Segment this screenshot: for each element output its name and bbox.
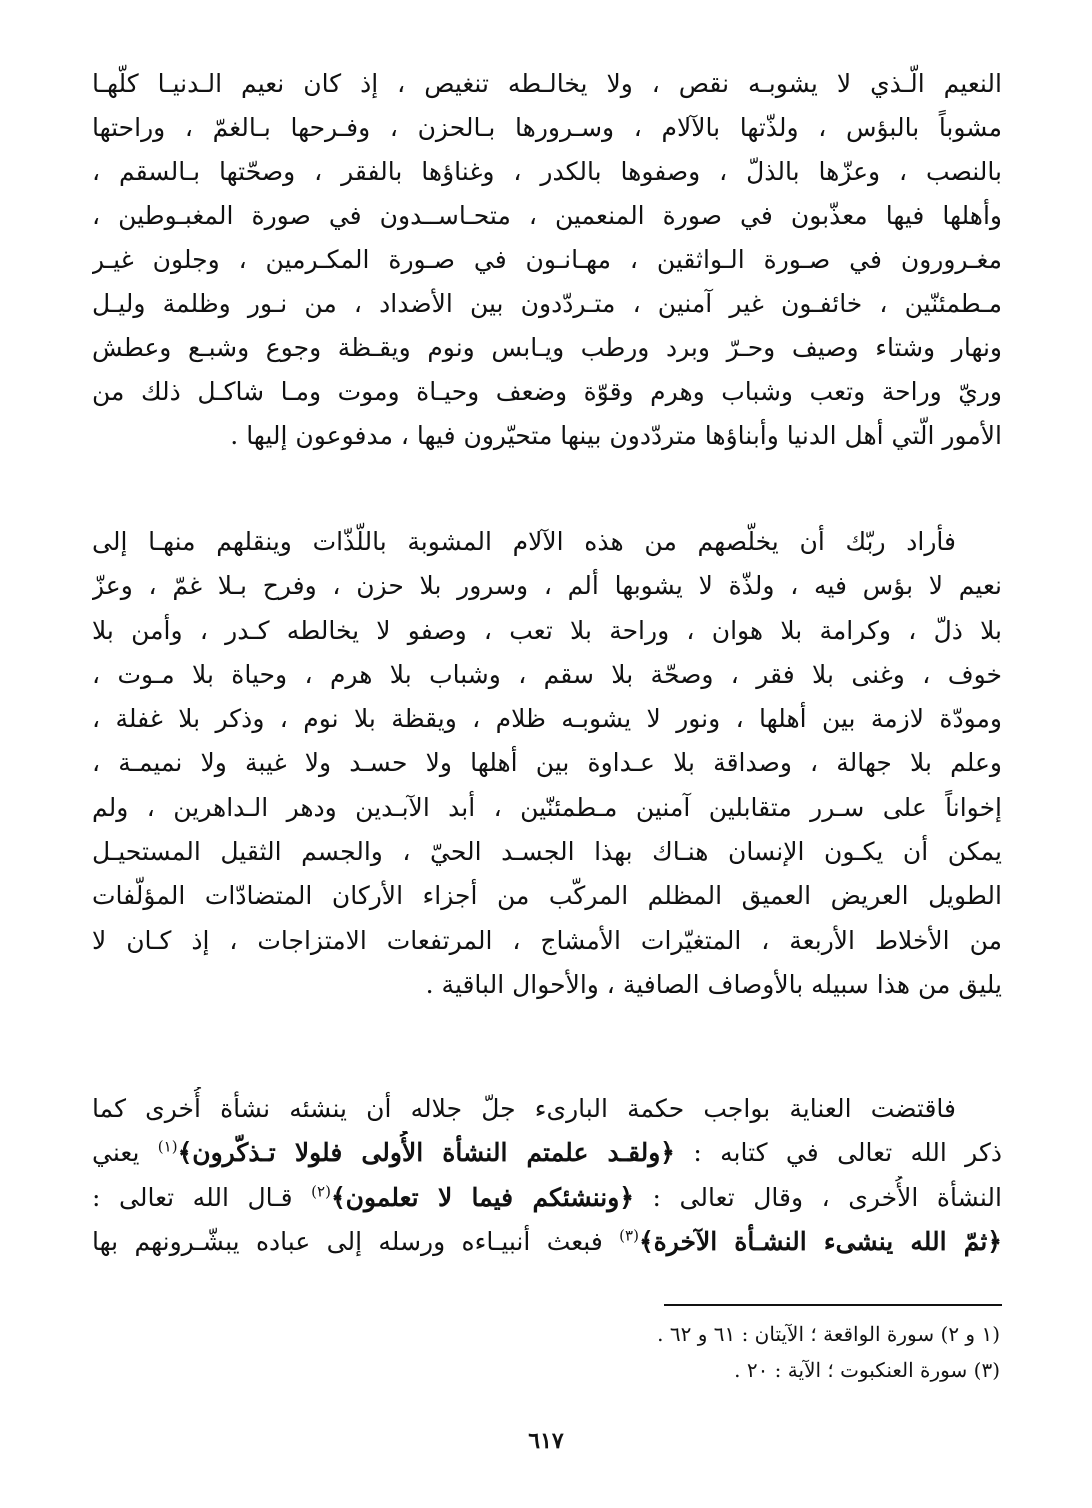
footnote-ref[interactable]: (٣): [619, 1226, 639, 1245]
text-segment: النشأة الأُخرى ، وقال تعالى :: [633, 1182, 1002, 1212]
footnote-item: (١ و ٢) سورة الواقعة ؛ الآيتان : ٦١ و ٦٢ .: [657, 1322, 1000, 1346]
footnote-item: (٣) سورة العنكبوت ؛ الآية : ٢٠ .: [734, 1358, 1000, 1382]
text-line: يمكن أن يكـون الإنسان هنـاك بهذا الجسـد الحيّ ، والجسم الثقيل المستحيـل: [92, 837, 1002, 867]
text-segment: فبعث أنبيـاءه ورسله إلى عباده يبشّـرونهم بها: [92, 1226, 620, 1256]
text-segment: قـال الله تعالى :: [92, 1182, 312, 1212]
text-line: الأمور الّتي أهل الدنيا وأبناؤها متردّدون بينها متحيّرون فيها ، مدفوعون إليها .: [230, 421, 1002, 450]
text-line: مغـرورون في صـورة الـواثقين ، مهـانـون في صـورة المكـرمين ، وجلون غيـر: [92, 245, 1002, 274]
page-number: ٦١٧: [528, 1428, 564, 1454]
text-line: بلا ذلّ ، وكرامة بلا هوان ، وراحة بلا تعب ، وصفو لا يخالطه كـدر ، وأمن بلا: [92, 615, 1002, 645]
text-line: فاقتضت العناية بواجب حكمة البارىء جلّ جلاله أن ينشئه نشأة أُخرى كما: [92, 1094, 956, 1123]
text-line: من الأخلاط الأربعة ، المتغيّرات الأمشاج ، المرتفعات الامتزاجات ، إذ كـان لا: [92, 925, 1002, 955]
quran-quote: ﴿وننشئكم فيما لا تعلمون﴾: [330, 1182, 634, 1212]
text-segment: يعني: [92, 1138, 158, 1168]
text-line: وعلم بلا جهالة ، وصداقة بلا عـداوة بين أهلها ولا حسـد ولا غيبة ولا نميمـة ،: [92, 748, 1002, 778]
paragraph-2: [92, 520, 1002, 1007]
footnote-ref[interactable]: (١): [157, 1137, 178, 1156]
text-line: وأهلها فيها معذّبون في صورة المنعمين ، متحـاســدون في صورة المغبـوطين ،: [92, 201, 1002, 230]
footnotes: [500, 1316, 1000, 1388]
text-line: مشوباً بالبؤس ، ولذّتها بالآلام ، وسـرورها بـالحزن ، وفـرحها بـالغمّ ، وراحتها: [92, 113, 1002, 142]
text-line: النعيم الّـذي لا يشوبـه نقص ، ولا يخالـطه تنغيص ، إذ كان نعيم الـدنيـا كلّهـا: [92, 69, 1002, 98]
paragraph-3: [92, 1087, 1002, 1264]
text-line: نعيم لا بؤس فيه ، ولذّة لا يشوبها ألم ، وسرور بلا حزن ، وفرح بـلا غمّ ، وعزّ: [92, 571, 1002, 601]
text-line: ومودّة لازمة بين أهلها ، ونور لا يشوبـه ظلام ، ويقظة بلا نوم ، وذكر بلا غفلة ،: [92, 704, 1002, 734]
text-line: خوف ، وغنى بلا فقر ، وصحّة بلا سقم ، وشباب بلا هرم ، وحياة بلا مـوت ،: [92, 659, 1002, 689]
text-line: يليق من هذا سبيله بالأوصاف الصافية ، والأحوال الباقية .: [425, 969, 1002, 999]
text-line: وريّ وراحة وتعب وشباب وهرم وقوّة وضعف وحيـاة وموت ومـا شاكـل ذلك من: [92, 377, 1002, 406]
paragraph-1: [92, 62, 1002, 458]
text-line: ونهار وشتاء وصيف وحـرّ وبرد ورطب ويـابس ونوم ويقـظة وجوع وشبـع وعطش: [92, 333, 1002, 362]
quran-quote: ﴿ثمّ الله ينشىء النشـأة الآخرة﴾: [638, 1226, 1002, 1256]
text-segment: ذكر الله تعالى في كتابه :: [674, 1138, 1002, 1168]
text-line: [92, 1131, 1002, 1175]
text-line: [92, 1220, 1002, 1264]
text-line: إخواناً على سـرر متقابلين آمنين مـطمئنّين ، أبد الآبـدين ودهر الـداهرين ، ولم: [92, 792, 1002, 822]
text-line: الطويل العريض العميق المظلم المركّب من أجزاء الأركان المتضادّات المؤلّفات: [92, 881, 1002, 911]
text-line: بالنصب ، وعزّها بالذلّ ، وصفوها بالكدر ، وغناؤها بالفقر ، وصحّتها بـالسقم ،: [92, 157, 1002, 186]
text-line: [92, 1176, 1002, 1220]
footnote-divider: [664, 1304, 1002, 1306]
quran-quote: ﴿ولقـد علمتم النشأة الأُولى فلولا تـذكّرون﴾: [177, 1138, 675, 1168]
text-line: مـطمئنّين ، خائفـون غير آمنين ، متـردّدون بين الأضداد ، من نـور وظلمة وليـل: [92, 289, 1002, 318]
text-line: فأراد ربّك أن يخلّصهم من هذه الآلام المشوبة باللّذّات وينقلهم منهـا إلى: [92, 527, 956, 556]
footnote-ref[interactable]: (٢): [311, 1182, 331, 1201]
